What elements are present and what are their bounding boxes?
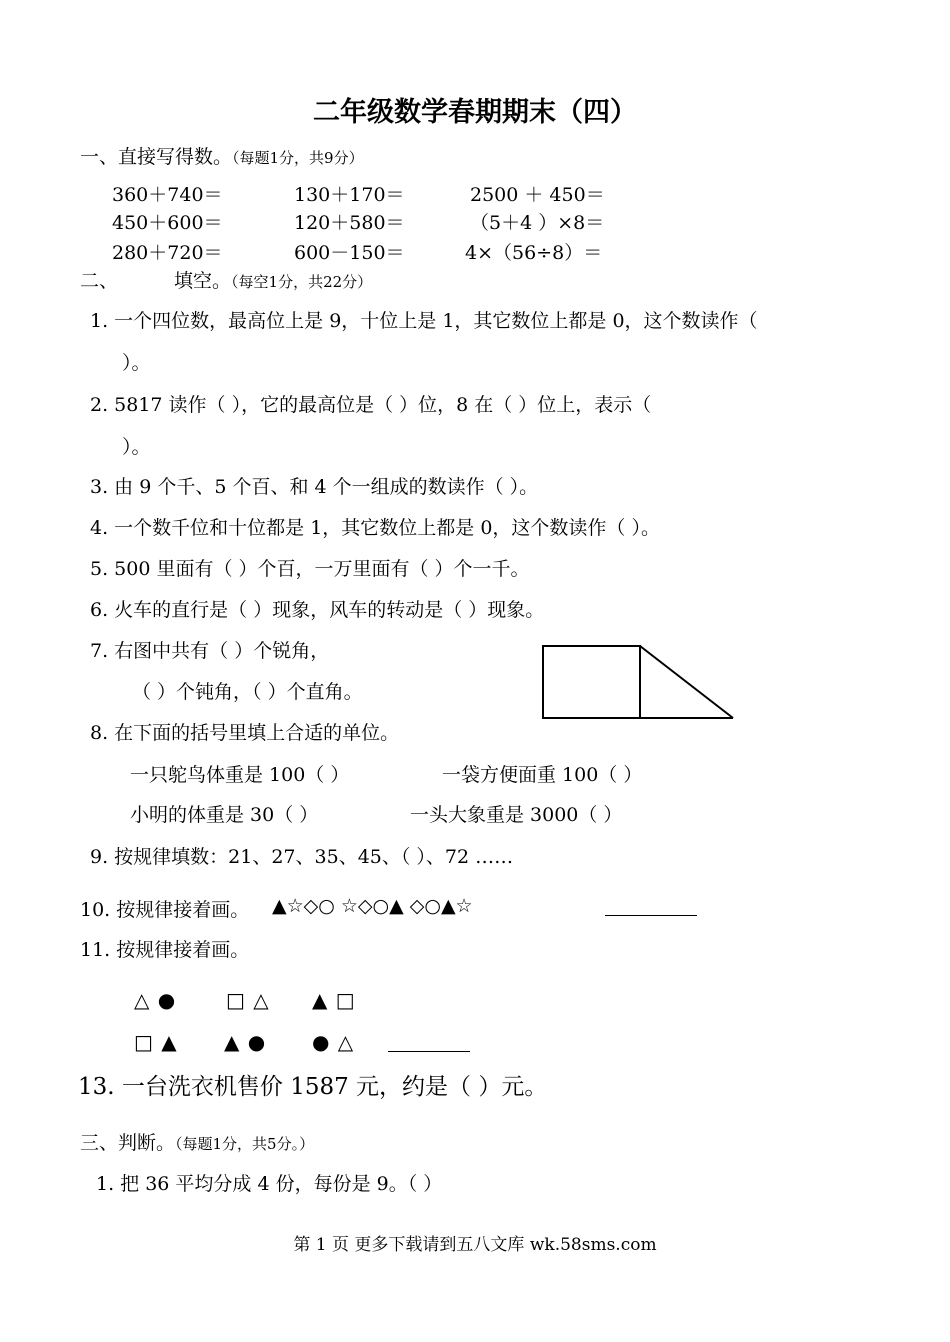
q2-11-r1-g1: △ ● xyxy=(134,988,177,1012)
section2-number: 二、 xyxy=(80,270,119,292)
eq-1-1: 360＋740＝ xyxy=(112,184,223,206)
section2-title: 填空。 xyxy=(174,270,232,292)
q2-10-label: 10. 按规律接着画。 xyxy=(80,899,250,921)
eq-1-2: 130＋170＝ xyxy=(294,184,405,206)
q2-11-label: 11. 按规律接着画。 xyxy=(80,939,250,961)
eq-2-2: 120＋580＝ xyxy=(294,212,405,234)
q2-11-r2-g1: □ ▲ xyxy=(134,1030,178,1054)
q2-1-line1: 1. 一个四位数，最高位上是 9，十位上是 1，其它数位上都是 0，这个数读作（ xyxy=(90,310,758,332)
q2-13: 13. 一台洗衣机售价 1587 元，约是（ ）元。 xyxy=(78,1074,548,1100)
q2-8-a: 一只鸵鸟体重是 100（ ） xyxy=(130,764,350,786)
section1-heading xyxy=(80,142,364,169)
q3-1: 1. 把 36 平均分成 4 份，每份是 9。（ ） xyxy=(96,1173,443,1195)
q2-2-line1: 2. 5817 读作（ ），它的最高位是（ ）位，8 在（ ）位上，表示（ xyxy=(90,394,652,416)
eq-3-1: 280＋720＝ xyxy=(112,242,223,264)
q2-7-line2: （ ）个钝角，（ ）个直角。 xyxy=(132,681,363,703)
q2-11-r1-g3: ▲ □ xyxy=(312,988,356,1012)
q2-11-r1-g2: □ △ xyxy=(226,988,270,1012)
page-footer: 第 1 页 更多下载请到五八文库 wk.58sms.com xyxy=(293,1235,657,1255)
eq-3-3: 4×（56÷8）＝ xyxy=(465,242,603,264)
q2-9: 9. 按规律填数：21、27、35、45、（ ）、72 …… xyxy=(90,846,514,868)
q2-8: 8. 在下面的括号里填上合适的单位。 xyxy=(90,722,400,744)
q2-2-line2: ）。 xyxy=(122,436,151,458)
angle-figure xyxy=(538,640,738,724)
section2-heading xyxy=(80,266,372,293)
section1-note: （每题1分，共9分） xyxy=(232,149,364,167)
section2-note: （每空1分，共22分） xyxy=(231,273,373,291)
q2-6: 6. 火车的直行是（ ）现象，风车的转动是（ ）现象。 xyxy=(90,599,545,621)
section3-heading xyxy=(80,1128,314,1155)
section3-title: 三、判断。 xyxy=(80,1132,176,1154)
eq-3-2: 600－150＝ xyxy=(294,242,405,264)
q2-11-r2-g2: ▲ ● xyxy=(224,1030,267,1054)
eq-1-3: 2500 ＋ 450＝ xyxy=(470,184,605,206)
eq-2-3: （5＋4 ）×8＝ xyxy=(470,212,605,234)
q2-4: 4. 一个数千位和十位都是 1，其它数位上都是 0，这个数读作（ ）。 xyxy=(90,517,660,539)
q2-5: 5. 500 里面有（ ）个百，一万里面有（ ）个一千。 xyxy=(90,558,530,580)
q2-8-d: 一头大象重是 3000（ ） xyxy=(410,804,623,826)
section1-title: 一、直接写得数。 xyxy=(80,146,233,168)
q2-11-answer-line[interactable] xyxy=(388,1051,470,1052)
eq-2-1: 450＋600＝ xyxy=(112,212,223,234)
q2-10-sequence: ▲☆◇○ ☆◇○▲ ◇○▲☆ xyxy=(272,895,473,917)
figure-slant-edge xyxy=(640,646,733,718)
q2-10-answer-line[interactable] xyxy=(605,915,697,916)
q2-8-b: 一袋方便面重 100（ ） xyxy=(442,764,643,786)
section3-note: （每题1分，共5分。） xyxy=(175,1135,315,1153)
q2-1-line2: ）。 xyxy=(122,352,151,374)
q2-11-r2-g3: ● △ xyxy=(312,1030,355,1054)
page-title: 二年级数学春期期末（四） xyxy=(313,97,637,128)
q2-3: 3. 由 9 个千、5 个百、和 4 个一组成的数读作（ ）。 xyxy=(90,476,539,498)
q2-7-line1: 7. 右图中共有（ ）个锐角， xyxy=(90,640,330,662)
q2-8-c: 小明的体重是 30（ ） xyxy=(130,804,319,826)
figure-rectangle xyxy=(543,646,640,718)
